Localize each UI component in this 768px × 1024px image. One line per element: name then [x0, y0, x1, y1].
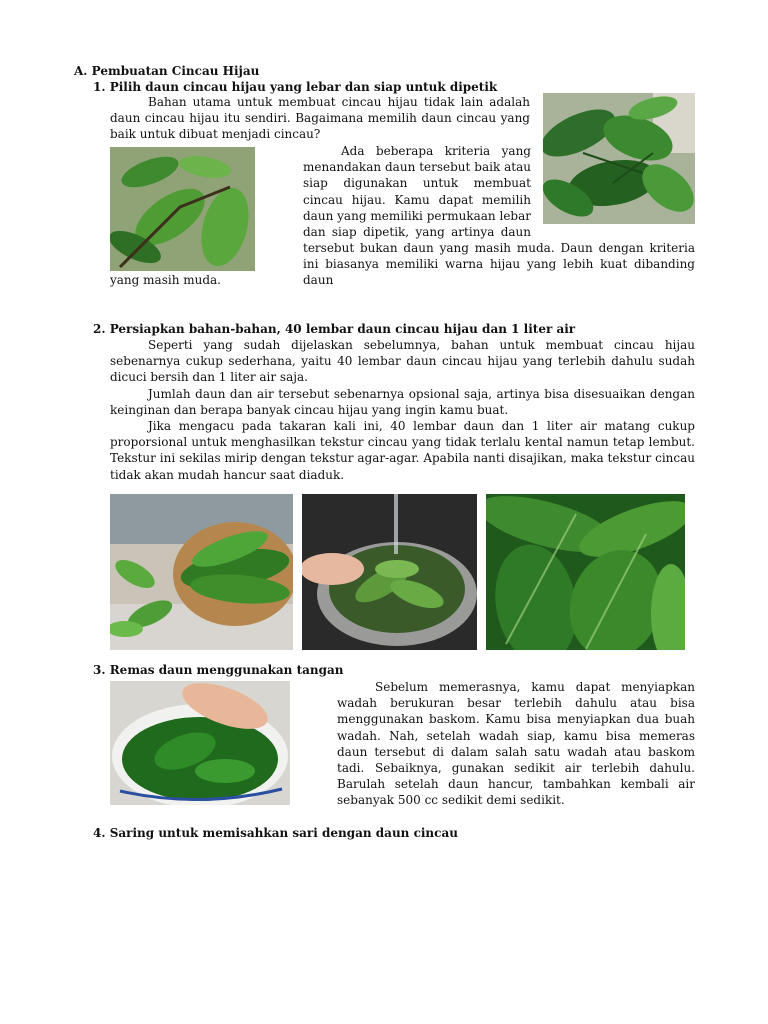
- step2-heading: 2. Persiapkan bahan-bahan, 40 lembar daun cincau hijau dan 1 liter air: [93, 322, 576, 336]
- leaves-on-board-photo: [110, 494, 293, 650]
- step1-paragraph-2-line: dan siap dipetik, yang artinya daun: [303, 225, 531, 240]
- step2-paragraph-1: Seperti yang sudah dijelaskan sebelumnya, bahan untuk membuat cincau hijau sebenarnya cukup sederhana, yaitu 40 lembar daun cincau hijau yang terlebih dahulu sudah dicuci bersih dan 1 liter air saja.: [110, 338, 695, 385]
- step1-paragraph-2-last: yang masih muda.: [110, 273, 221, 287]
- step1-paragraph-2-tail: tersebut bukan daun yang masih muda. Daun dengan kriteria ini biasanya memiliki warna hijau yang lebih kuat dibanding daun: [303, 241, 695, 288]
- leaf-branch-photo: [110, 147, 255, 271]
- step1-paragraph-1: Bahan utama untuk membuat cincau hijau tidak lain adalah daun cincau hijau itu sendiri. Bagaimana memilih daun cincau yang baik untuk dibuat menjadi cincau?: [110, 95, 530, 142]
- washing-leaves-photo: [302, 494, 477, 650]
- step3-paragraph-1: Sebelum memerasnya, kamu dapat menyiapkan wadah berukuran besar terlebih dahulu atau bisa menggunakan baskom. Kamu bisa menyiapkan dua buah wadah. Nah, setelah wadah siap, kamu bisa memeras daun tersebut di dalam salah satu wadah atau baskom tadi.: [337, 680, 695, 776]
- step4-heading: 4. Saring untuk memisahkan sari dengan daun cincau: [93, 826, 458, 840]
- step2-paragraph-2: Jumlah daun dan air tersebut sebenarnya opsional saja, artinya bisa disesuaikan dengan keinginan dan berapa banyak cincau hijau yang ingin kamu buat.: [110, 387, 695, 418]
- step1-paragraph-2-line: siap digunakan untuk membuat: [303, 176, 531, 191]
- wet-leaves-photo: [486, 494, 685, 650]
- step1-paragraph-2-line: menandakan daun tersebut baik atau: [303, 160, 531, 175]
- step1-heading: 1. Pilih daun cincau hijau yang lebar dan siap untuk dipetik: [93, 80, 498, 94]
- step1-paragraph-2-line: cincau hijau. Kamu dapat memilih: [303, 192, 531, 207]
- squeezing-leaves-photo: [110, 681, 290, 805]
- step1-paragraph-2-block: [303, 143, 531, 240]
- step3-paragraph-2: Sebaiknya, gunakan sedikit air terlebih dahulu. Barulah setelah daun hancur, tambahkan kembali air sebanyak 500 cc sedikit demi sedikit.: [337, 761, 695, 808]
- step1-paragraph-2-line: Ada beberapa kriteria yang: [341, 144, 531, 158]
- step2-paragraph-3: Jika mengacu pada takaran kali ini, 40 lembar daun dan 1 liter air matang cukup proporsional untuk menghasilkan tekstur cincau yang tidak terlalu kental namun tetap lembut. Tekstur ini sekilas mirip dengan tekstur agar-agar. Apabila nanti disajikan, maka tekstur cincau tidak akan mudah hancur saat diaduk.: [110, 419, 695, 482]
- step1-paragraph-2-line: daun yang memiliki permukaan lebar: [303, 208, 531, 223]
- section-heading: A. Pembuatan Cincau Hijau: [74, 64, 260, 78]
- step3-heading: 3. Remas daun menggunakan tangan: [93, 663, 344, 677]
- plant-leaves-photo: [543, 93, 695, 224]
